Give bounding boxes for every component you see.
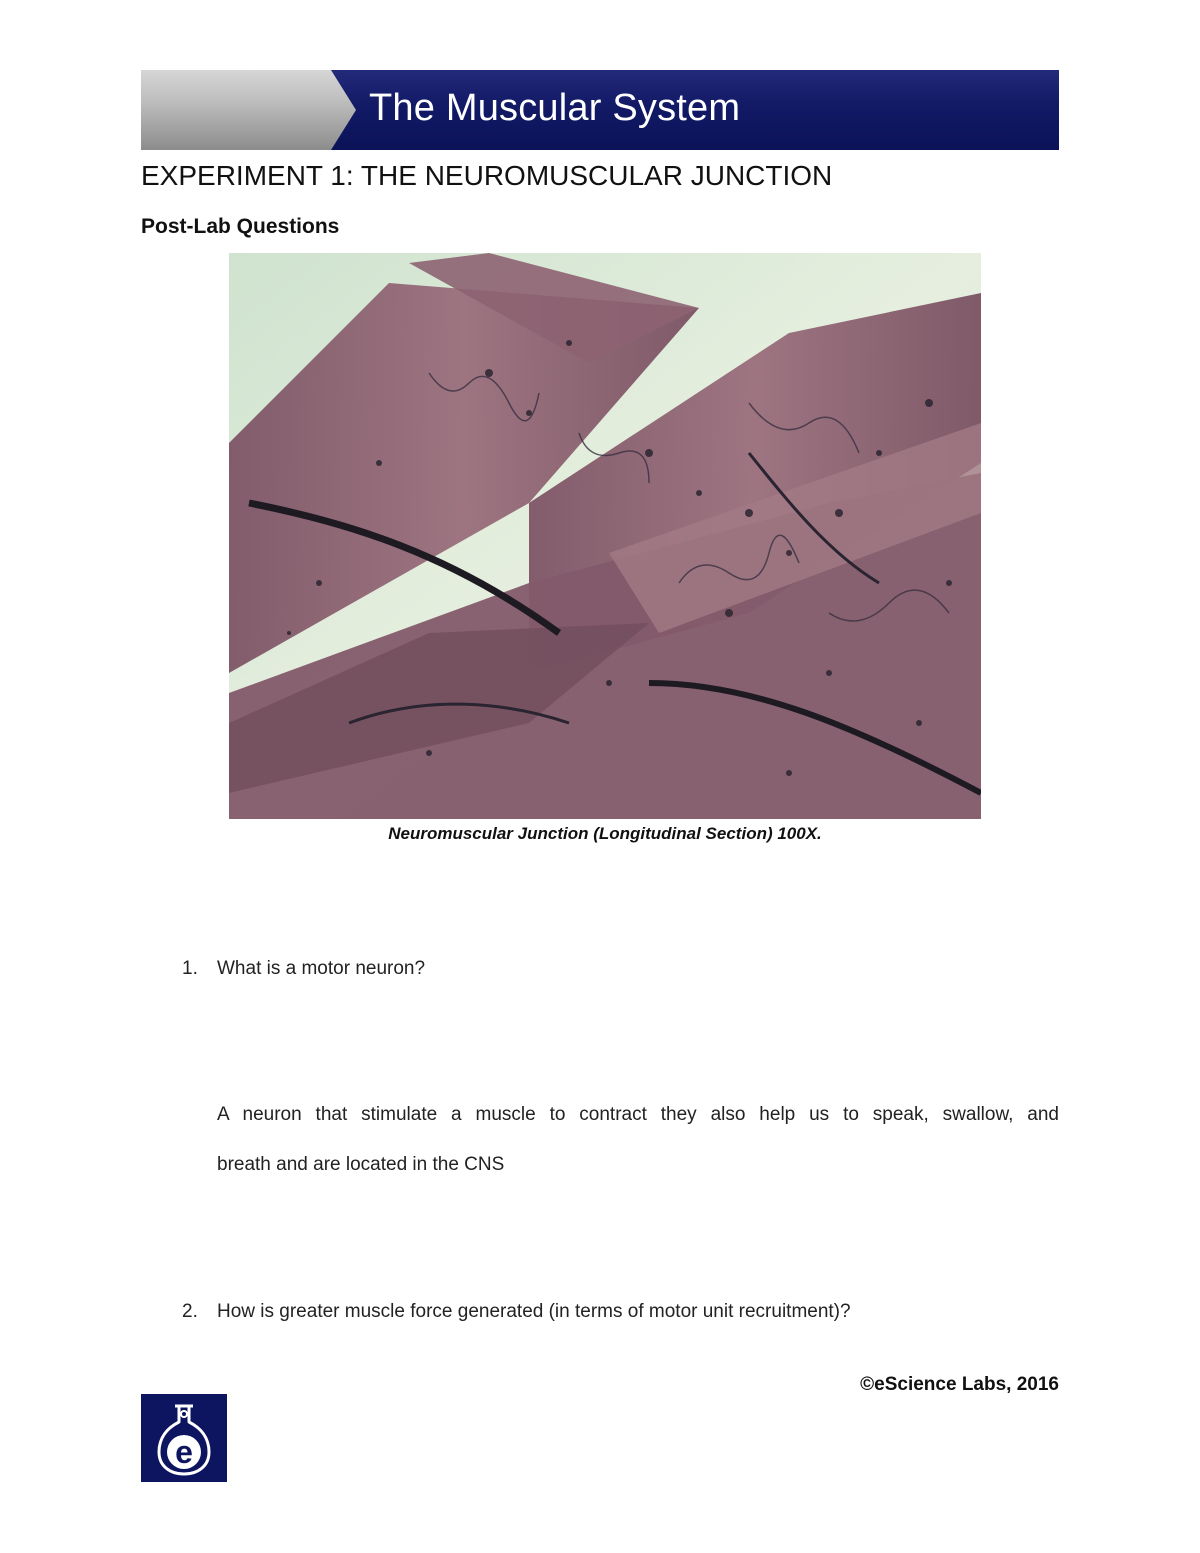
question-text: How is greater muscle force generated (in terms of motor unit recruitment)? <box>217 1301 851 1322</box>
question-number: 2. <box>182 1301 198 1322</box>
escience-logo <box>141 1394 227 1482</box>
question-number: 1. <box>182 958 198 979</box>
section-title: Post-Lab Questions <box>141 215 340 238</box>
answer-1[interactable] <box>217 1102 1059 1178</box>
flask-icon <box>141 1394 227 1482</box>
banner-arrow-shape <box>141 70 356 150</box>
logo-letter: e <box>175 1434 193 1470</box>
answer-line: A neuron that stimulate a muscle to contract they also help us to speak, swallow, and <box>217 1104 1059 1125</box>
copyright-text: ©eScience Labs, 2016 <box>860 1374 1059 1395</box>
answer-line: breath and are located in the CNS <box>217 1154 505 1175</box>
header-banner <box>141 70 1059 150</box>
question-2 <box>182 1299 851 1325</box>
micrograph-illustration <box>229 253 981 819</box>
banner-title: The Muscular System <box>369 87 741 129</box>
micrograph-image <box>229 253 981 819</box>
question-1 <box>182 956 425 982</box>
question-text: What is a motor neuron? <box>217 958 426 979</box>
figure-caption: Neuromuscular Junction (Longitudinal Section) 100X. <box>388 824 822 843</box>
experiment-title: EXPERIMENT 1: THE NEUROMUSCULAR JUNCTION <box>141 160 833 191</box>
